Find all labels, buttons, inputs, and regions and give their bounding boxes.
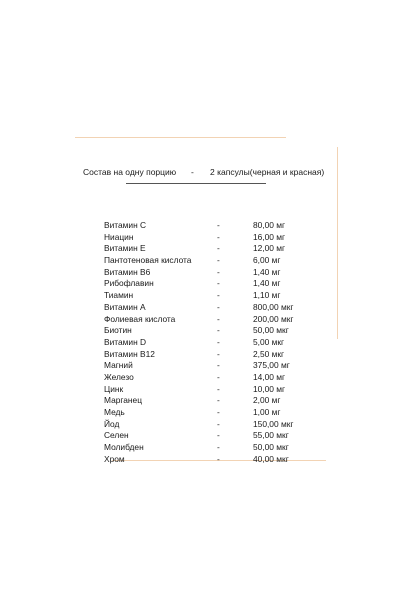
ingredient-name: Медь [104,407,125,417]
ingredient-dash: - [217,290,220,301]
ingredient-dash: - [217,348,220,359]
ingredient-name: Цинк [104,383,124,394]
decorative-line-top [75,137,286,138]
ingredient-amount: 1,40 мг [253,266,281,277]
ingredient-amount: 800,00 мкг [253,301,294,312]
ingredient-row [0,384,400,396]
ingredient-amount: 10,00 мг [253,383,286,394]
ingredient-amount: 1,40 мг [253,278,281,289]
ingredient-row [0,220,400,232]
ingredient-row [0,442,400,454]
ingredient-amount: 40,00 мкг [253,453,289,464]
ingredient-row [0,360,400,372]
ingredient-name: Витамин D [104,336,147,347]
ingredient-dash: - [217,453,220,464]
ingredient-name: Биотин [104,325,132,336]
serving-header [0,165,400,179]
ingredient-name: Пантотеновая кислота [104,255,192,266]
ingredient-amount: 1,00 мг [253,407,281,417]
ingredient-amount: 14,00 мг [253,371,286,382]
ingredient-name: Железо [104,371,134,382]
ingredient-dash: - [217,442,220,453]
ingredient-row [0,325,400,337]
ingredient-name: Фолиевая кислота [104,313,176,324]
serving-dash: - [191,167,194,177]
ingredient-dash: - [217,395,220,406]
ingredient-row [0,232,400,244]
ingredient-name: Витамин В12 [104,348,155,359]
ingredient-amount: 200,00 мкг [253,313,294,324]
ingredient-row [0,372,400,384]
ingredient-name: Марганец [104,395,142,406]
ingredient-name: Витамин А [104,301,146,312]
ingredient-dash: - [217,278,220,289]
ingredient-row [0,243,400,255]
ingredient-dash: - [217,371,220,382]
ingredient-row [0,267,400,279]
ingredient-amount: 12,00 мг [253,243,286,254]
ingredient-row [0,419,400,431]
ingredient-row [0,349,400,361]
ingredient-name: Селен [104,430,129,441]
header-underline [126,183,266,184]
ingredient-amount: 16,00 мг [253,231,286,242]
ingredient-row [0,407,400,419]
ingredient-amount: 55,00 мкг [253,430,289,441]
ingredient-dash: - [217,430,220,441]
ingredient-name: Хром [104,453,125,464]
ingredient-amount: 2,00 мг [253,395,281,406]
ingredient-dash: - [217,313,220,324]
ingredient-row [0,314,400,326]
serving-label: Состав на одну порцию [83,167,177,177]
ingredient-name: Витамин В6 [104,266,151,277]
ingredient-amount: 5,00 мкг [253,336,285,347]
ingredient-dash: - [217,301,220,312]
ingredient-name: Йод [104,418,120,429]
ingredient-dash: - [217,325,220,336]
ingredient-name: Витамин С [104,220,147,230]
ingredient-list [0,220,400,465]
ingredient-name: Рибофлавин [104,278,154,289]
ingredient-name: Молибден [104,442,144,453]
ingredient-name: Тиамин [104,290,134,301]
ingredient-amount: 150,00 мкг [253,418,294,429]
ingredient-amount: 2,50 мкг [253,348,285,359]
ingredient-row [0,395,400,407]
ingredient-dash: - [217,243,220,254]
ingredient-row [0,302,400,314]
ingredient-dash: - [217,255,220,266]
ingredient-name: Ниацин [104,231,134,242]
ingredient-name: Магний [104,360,133,371]
ingredient-dash: - [217,360,220,371]
ingredient-row [0,430,400,442]
ingredient-dash: - [217,383,220,394]
ingredient-row [0,337,400,349]
ingredient-amount: 6,00 мг [253,255,281,266]
ingredient-dash: - [217,336,220,347]
ingredient-row [0,454,400,466]
ingredient-amount: 80,00 мг [253,220,286,230]
ingredient-row [0,290,400,302]
ingredient-amount: 50,00 мкг [253,325,289,336]
ingredient-row [0,255,400,267]
ingredient-row [0,278,400,290]
ingredient-dash: - [217,266,220,277]
ingredient-dash: - [217,407,220,417]
ingredient-dash: - [217,231,220,242]
ingredient-amount: 375,00 мг [253,360,290,371]
ingredient-dash: - [217,418,220,429]
ingredient-dash: - [217,220,220,230]
ingredient-amount: 50,00 мкг [253,442,289,453]
ingredient-name: Витамин Е [104,243,146,254]
ingredient-amount: 1,10 мг [253,290,281,301]
serving-value: 2 капсулы(черная и красная) [210,167,325,177]
